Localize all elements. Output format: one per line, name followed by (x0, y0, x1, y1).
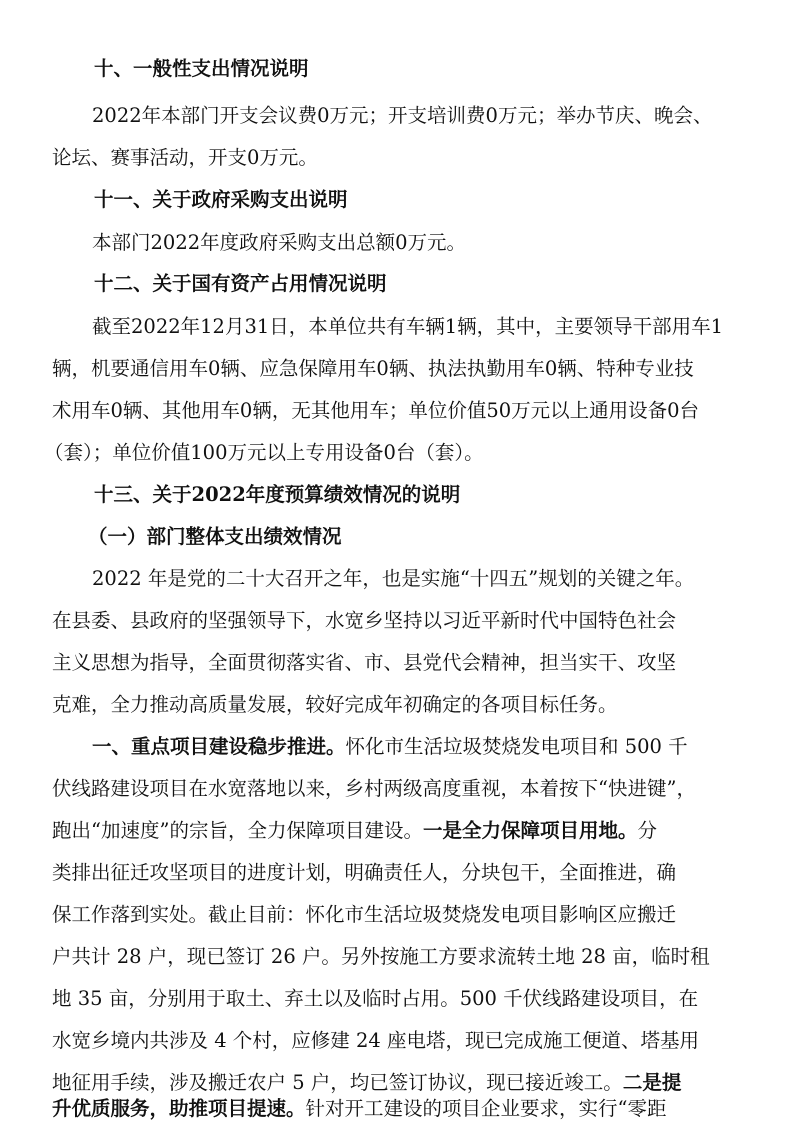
paragraph-line: 2022 年是党的二十大召开之年，也是实施“十四五”规划的关键之年。 (92, 567, 695, 590)
paragraph-line: 辆，机要通信用车0辆、应急保障用车0辆、执法执勤用车0辆、特种专业技 (52, 357, 694, 380)
section-heading-10: 十、一般性支出情况说明 (94, 57, 309, 80)
text-run: 怀化市生活垃圾焚烧发电项目和 500 千 (345, 735, 688, 758)
bold-lead: 二是提 (622, 1071, 682, 1094)
paragraph-line: 地 35 亩，分别用于取土、弃土以及临时占用。500 千伏线路建设项目，在 (52, 987, 699, 1010)
paragraph-line: 克难，全力推动高质量发展，较好完成年初确定的各项目标任务。 (52, 693, 618, 716)
paragraph-line: （套）；单位价值100万元以上专用设备0台（套）。 (44, 441, 484, 464)
text-run: 跑出“加速度”的宗旨，全力保障项目建设。 (52, 819, 423, 842)
paragraph-line: 水宽乡境内共涉及 4 个村，应修建 24 座电塔，现已完成施工便道、塔基用 (52, 1029, 700, 1052)
paragraph-line: 截至2022年12月31日，本单位共有车辆1辆，其中，主要领导干部用车1 (92, 315, 724, 338)
bold-lead: 一、重点项目建设稳步推进。 (92, 735, 346, 758)
paragraph-line: 伏线路建设项目在水宽落地以来，乡村两级高度重视，本着按下“快进键”， (52, 777, 696, 800)
paragraph-line (92, 734, 688, 760)
paragraph-line (52, 1096, 667, 1122)
paragraph-line: 论坛、赛事活动，开支0万元。 (52, 146, 318, 169)
paragraph-line: 保工作落到实处。截止目前：怀化市生活垃圾焚烧发电项目影响区应搬迁 (52, 903, 677, 926)
paragraph-line: 2022年本部门开支会议费0万元；开支培训费0万元；举办节庆、晚会、 (92, 104, 713, 127)
paragraph-line: 主义思想为指导，全面贯彻落实省、市、县党代会精神，担当实干、攻坚 (52, 651, 677, 674)
paragraph-line (52, 818, 657, 844)
text-run: 分 (637, 819, 657, 842)
text-run: 地征用手续，涉及搬迁农户 5 户，均已签订协议，现已接近竣工。 (52, 1071, 623, 1094)
paragraph-line: 在县委、县政府的坚强领导下，水宽乡坚持以习近平新时代中国特色社会 (52, 609, 677, 632)
text-run: 针对开工建设的项目企业要求，实行“零距 (305, 1097, 667, 1120)
section-heading-12: 十二、关于国有资产占用情况说明 (94, 272, 387, 295)
bold-lead: 一是全力保障项目用地。 (422, 819, 638, 842)
paragraph-line (52, 1070, 681, 1096)
section-heading-11: 十一、关于政府采购支出说明 (94, 188, 348, 211)
paragraph-line: 户共计 28 户，现已签订 26 户。另外按施工方要求流转土地 28 亩，临时租 (52, 945, 710, 968)
paragraph-line: 术用车0辆、其他用车0辆，无其他用车；单位价值50万元以上通用设备0台 (52, 399, 700, 422)
paragraph-line: 本部门2022年度政府采购支出总额0万元。 (92, 231, 467, 254)
sub-heading: （一）部门整体支出绩效情况 (88, 525, 342, 548)
paragraph-line: 类排出征迁攻坚项目的进度计划，明确责任人，分块包干，全面推进，确 (52, 861, 677, 884)
section-heading-13: 十三、关于2022年度预算绩效情况的说明 (94, 483, 461, 506)
bold-lead: 升优质服务，助推项目提速。 (52, 1097, 306, 1120)
